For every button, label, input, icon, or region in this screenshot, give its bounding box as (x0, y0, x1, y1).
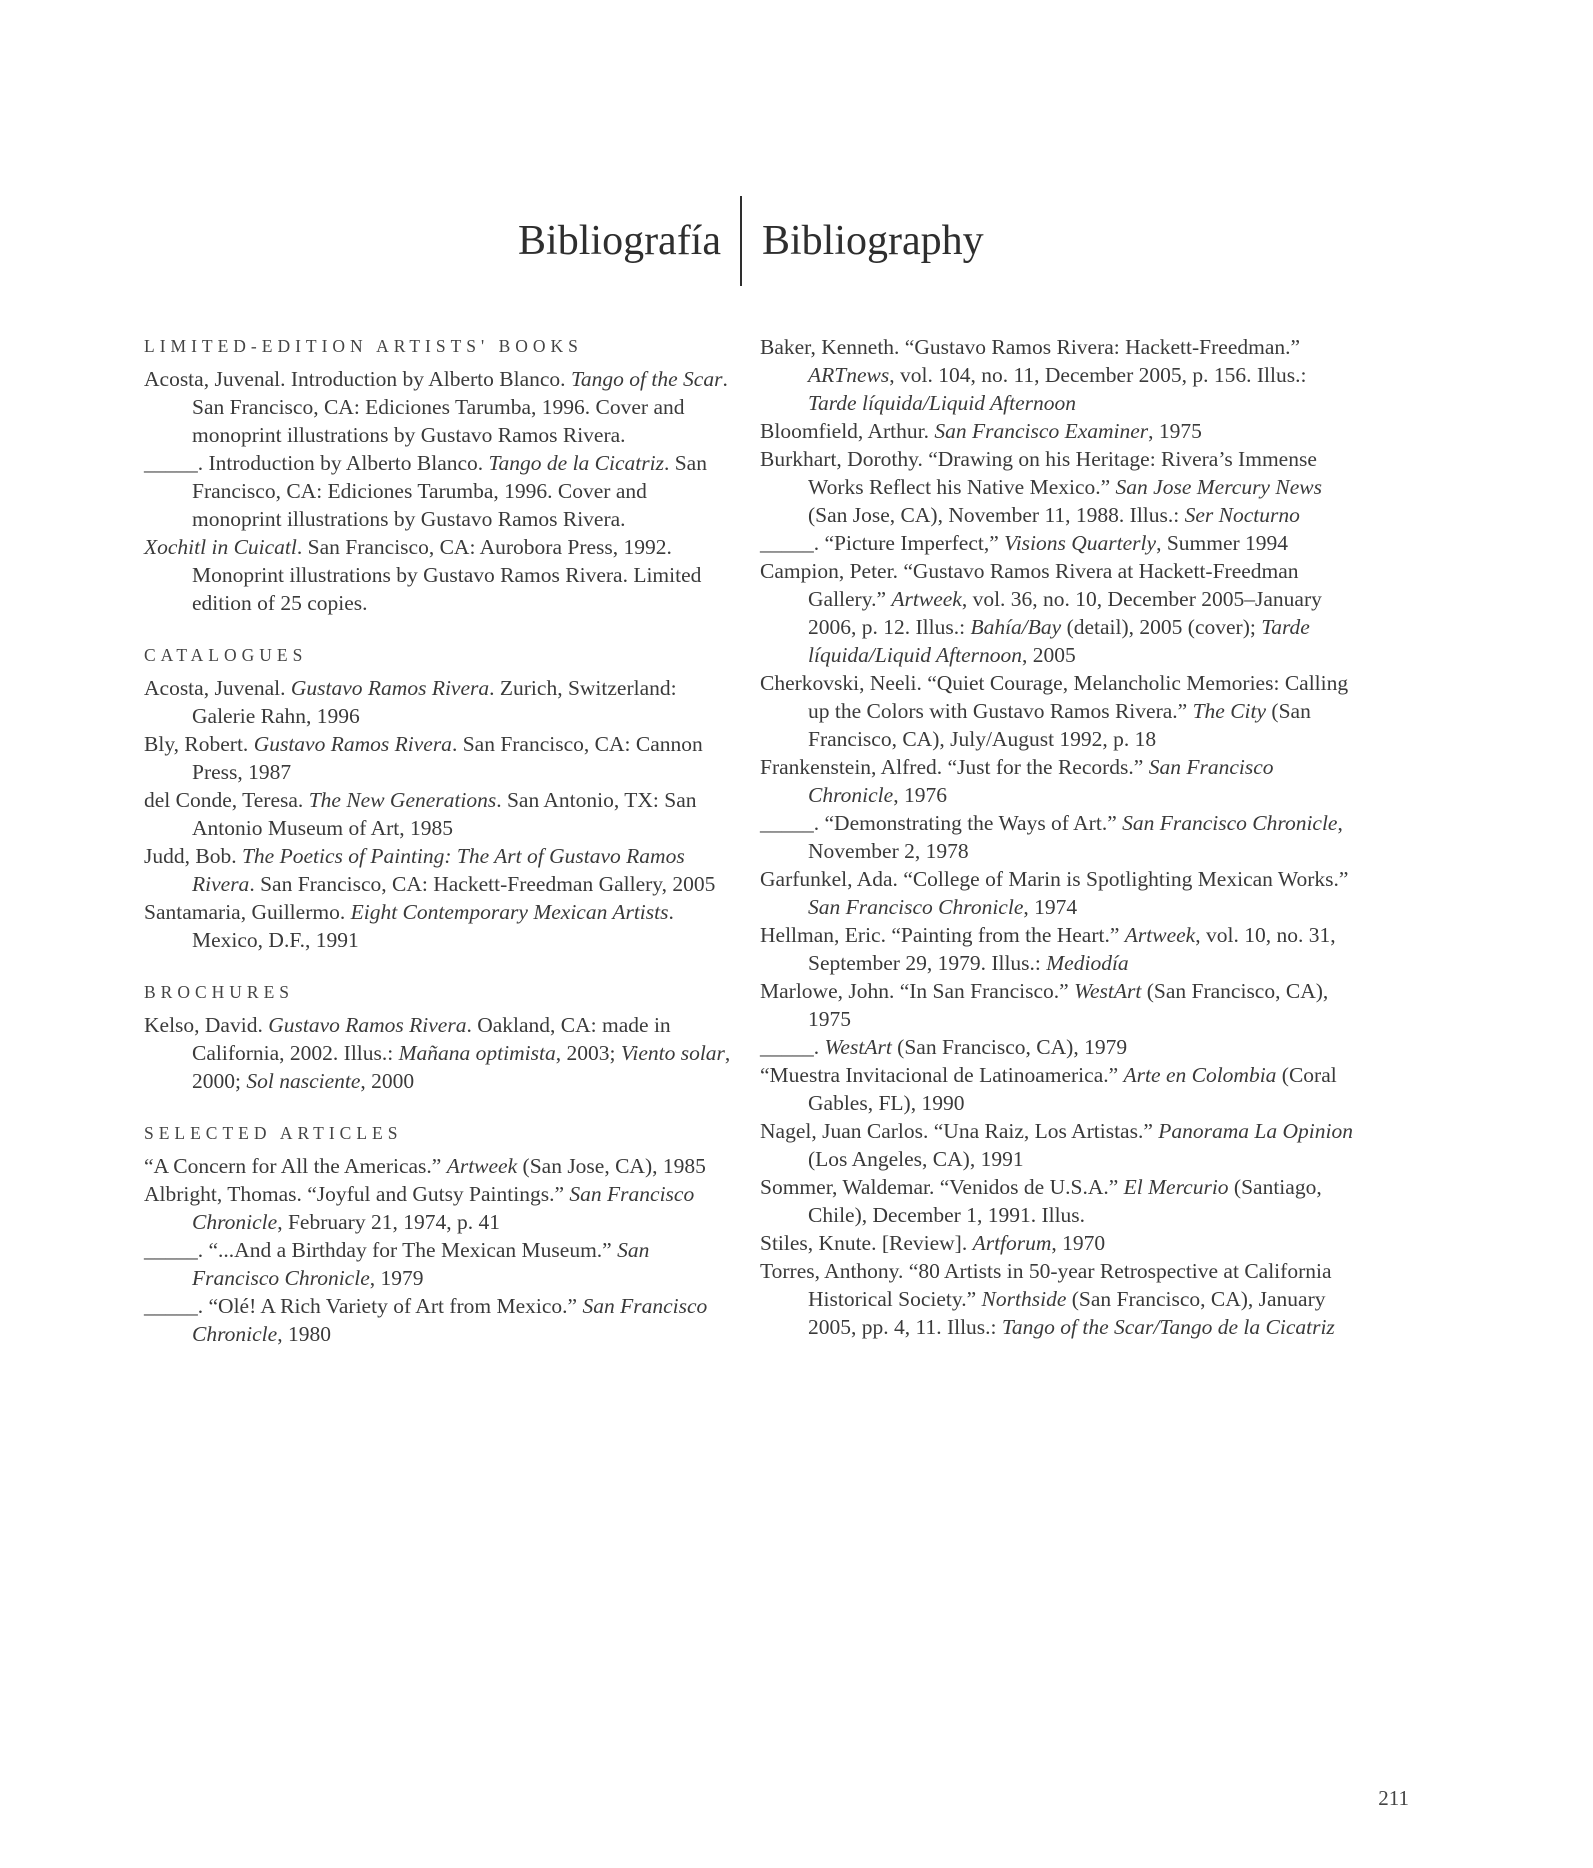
bibliography-entry: Bly, Robert. Gustavo Ramos Rivera. San Francisco, CA: Cannon Press, 1987 (144, 732, 703, 784)
section-heading: LIMITED-EDITION ARTISTS' BOOKS (144, 336, 583, 356)
bibliography-entry: Burkhart, Dorothy. “Drawing on his Heritage: Rivera’s Immense Works Reflect his Native Mexico.” San Jose Mercury News (San Jose, CA), November 11, 1988. Illus.: Ser Nocturno (760, 447, 1322, 527)
entry-title-italic: Sol nasciente (246, 1069, 361, 1093)
entry-title-italic: The City (1192, 699, 1267, 723)
bibliography-entry: Garfunkel, Ada. “College of Marin is Spotlighting Mexican Works.” San Francisco Chronicle, 1974 (760, 867, 1349, 919)
bibliography-section (144, 979, 734, 1095)
bibliography-entry: Acosta, Juvenal. Gustavo Ramos Rivera. Zurich, Switzerland: Galerie Rahn, 1996 (144, 676, 677, 728)
entry-title-italic: San Francisco Examiner (934, 419, 1149, 443)
title-english: Bibliography (762, 218, 984, 264)
entry-title-italic: Tango of the Scar (570, 367, 723, 391)
entry-title-italic: Mañana optimista (398, 1041, 556, 1065)
entry-title-italic: Eight Contemporary Mexican Artists (350, 900, 669, 924)
entry-title-italic: Artweek (1124, 923, 1196, 947)
bibliography-entry: _____. “...And a Birthday for The Mexican Museum.” San Francisco Chronicle, 1979 (144, 1238, 650, 1290)
bibliography-entry: _____. “Olé! A Rich Variety of Art from Mexico.” San Francisco Chronicle, 1980 (144, 1294, 708, 1346)
entry-title-italic: WestArt (824, 1035, 892, 1059)
bibliography-entry: Campion, Peter. “Gustavo Ramos Rivera at Hackett-Freedman Gallery.” Artweek, vol. 36, no. 10, December 2005–January 2006, p. 12. Illus.: Bahía/Bay (detail), 2005 (cover); Tarde líquida/Liquid Afternoon, 2005 (760, 559, 1322, 667)
entry-title-italic: Gustavo Ramos Rivera (253, 732, 452, 756)
entry-title-italic: ARTnews (808, 363, 890, 387)
page-number: 211 (1378, 1786, 1409, 1810)
bibliography-entry: Sommer, Waldemar. “Venidos de U.S.A.” El Mercurio (Santiago, Chile), December 1, 1991. Illus. (760, 1175, 1322, 1227)
bibliography-entry: Marlowe, John. “In San Francisco.” WestArt (San Francisco, CA), 1975 (760, 979, 1329, 1031)
entry-title-italic: Bahía/Bay (970, 615, 1062, 639)
section-heading: BROCHURES (144, 982, 295, 1002)
right-column (760, 333, 1360, 1341)
bibliography-entry: Frankenstein, Alfred. “Just for the Records.” San Francisco Chronicle, 1976 (760, 755, 1274, 807)
entry-title-italic: Gustavo Ramos Rivera (290, 676, 490, 700)
entry-title-italic: Visions Quarterly (1004, 531, 1157, 555)
bibliography-entry: “A Concern for All the Americas.” Artweek (San Jose, CA), 1985 (144, 1154, 706, 1178)
entry-title-italic: Xochitl in Cuicatl (144, 535, 297, 559)
entry-title-italic: San Francisco Chronicle (1122, 811, 1338, 835)
bibliography-entry: Nagel, Juan Carlos. “Una Raiz, Los Artistas.” Panorama La Opinion (Los Angeles, CA), 1991 (760, 1119, 1353, 1171)
bibliography-entry: _____. “Demonstrating the Ways of Art.” San Francisco Chronicle, November 2, 1978 (760, 811, 1343, 863)
entry-title-italic: El Mercurio (1123, 1175, 1229, 1199)
entry-title-italic: Artweek (891, 587, 962, 611)
entry-title-italic: Ser Nocturno (1184, 503, 1300, 527)
bibliography-entry: Hellman, Eric. “Painting from the Heart.” Artweek, vol. 10, no. 31, September 29, 1979. Illus.: Mediodía (760, 923, 1336, 975)
entry-title-italic: Tarde líquida/Liquid Afternoon (808, 615, 1310, 667)
bibliography-entry: del Conde, Teresa. The New Generations. San Antonio, TX: San Antonio Museum of Art, 1985 (144, 788, 697, 840)
entry-title-italic: San Francisco Chronicle (192, 1238, 650, 1290)
entry-title-italic: San Francisco Chronicle (808, 895, 1024, 919)
bibliography-entry: Bloomfield, Arthur. San Francisco Examiner, 1975 (760, 419, 1202, 443)
bibliography-entry: Stiles, Knute. [Review]. Artforum, 1970 (760, 1231, 1106, 1255)
entry-title-italic: Mediodía (1046, 951, 1129, 975)
bibliography-section (144, 333, 734, 617)
bibliography-section (144, 1120, 734, 1348)
title-spanish: Bibliografía (518, 218, 721, 264)
left-column (144, 333, 734, 1373)
entry-title-italic: WestArt (1074, 979, 1142, 1003)
entry-title-italic: Tarde líquida/Liquid Afternoon (808, 391, 1076, 415)
bibliography-entry: Albright, Thomas. “Joyful and Gutsy Paintings.” San Francisco Chronicle, February 21, 1974, p. 41 (144, 1182, 695, 1234)
entry-title-italic: Tango of the Scar/Tango de la Cicatriz (1001, 1315, 1335, 1339)
bibliography-entry: Baker, Kenneth. “Gustavo Ramos Rivera: Hackett-Freedman.” ARTnews, vol. 104, no. 11, December 2005, p. 156. Illus.: Tarde líquida/Liquid Afternoon (760, 335, 1307, 415)
bibliography-entry: Acosta, Juvenal. Introduction by Alberto Blanco. Tango of the Scar. San Francisco, CA: Ediciones Tarumba, 1996. Cover and monoprint illustrations by Gustavo Ramos Rivera. (144, 367, 728, 447)
entry-title-italic: Tango de la Cicatriz (488, 451, 664, 475)
entry-title-italic: San Jose Mercury News (1115, 475, 1322, 499)
title-divider (740, 196, 742, 286)
bibliography-entry: _____. WestArt (San Francisco, CA), 1979 (760, 1035, 1128, 1059)
bibliography-entry: _____. Introduction by Alberto Blanco. Tango de la Cicatriz. San Francisco, CA: Ediciones Tarumba, 1996. Cover and monoprint illustrations by Gustavo Ramos Rivera. (144, 451, 707, 531)
entry-title-italic: Artweek (446, 1154, 518, 1178)
entry-title-italic: San Francisco Chronicle (192, 1182, 695, 1234)
entry-title-italic: The New Generations (308, 788, 497, 812)
entry-title-italic: Panorama La Opinion (1158, 1119, 1353, 1143)
section-heading: SELECTED ARTICLES (144, 1123, 403, 1143)
bibliography-entry: Xochitl in Cuicatl. San Francisco, CA: Aurobora Press, 1992. Monoprint illustrations by Gustavo Ramos Rivera. Limited edition of 25 copies. (144, 535, 702, 615)
entry-title-italic: Artforum (972, 1231, 1052, 1255)
bibliography-entry: Torres, Anthony. “80 Artists in 50-year Retrospective at California Historical Society.” Northside (San Francisco, CA), January 2005, pp. 4, 11. Illus.: Tango of the Scar/Tango de la Cicatriz (760, 1259, 1335, 1339)
entry-title-italic: Northside (981, 1287, 1067, 1311)
entry-title-italic: Arte en Colombia (1123, 1063, 1277, 1087)
entry-title-italic: The Poetics of Painting: The Art of Gustavo Ramos Rivera (192, 844, 685, 896)
entry-title-italic: San Francisco Chronicle (808, 755, 1274, 807)
bibliography-entry: _____. “Picture Imperfect,” Visions Quarterly, Summer 1994 (760, 531, 1289, 555)
bibliography-entry: Santamaria, Guillermo. Eight Contemporary Mexican Artists. Mexico, D.F., 1991 (144, 900, 674, 952)
bibliography-section (144, 642, 734, 954)
entry-title-italic: Viento solar (620, 1041, 725, 1065)
bibliography-entry: Cherkovski, Neeli. “Quiet Courage, Melancholic Memories: Calling up the Colors with Gustavo Ramos Rivera.” The City (San Francisco, CA), July/August 1992, p. 18 (760, 671, 1349, 751)
bibliography-entry: “Muestra Invitacional de Latinoamerica.” Arte en Colombia (Coral Gables, FL), 1990 (760, 1063, 1337, 1115)
section-heading: CATALOGUES (144, 645, 308, 665)
entry-title-italic: San Francisco Chronicle (192, 1294, 708, 1346)
entry-title-italic: Gustavo Ramos Rivera (268, 1013, 467, 1037)
bibliography-entry: Kelso, David. Gustavo Ramos Rivera. Oakland, CA: made in California, 2002. Illus.: Mañana optimista, 2003; Viento solar, 2000; Sol nasciente, 2000 (144, 1013, 731, 1093)
page-title (0, 196, 1593, 286)
bibliography-entry: Judd, Bob. The Poetics of Painting: The Art of Gustavo Ramos Rivera. San Francisco, CA: Hackett-Freedman Gallery, 2005 (144, 844, 716, 896)
